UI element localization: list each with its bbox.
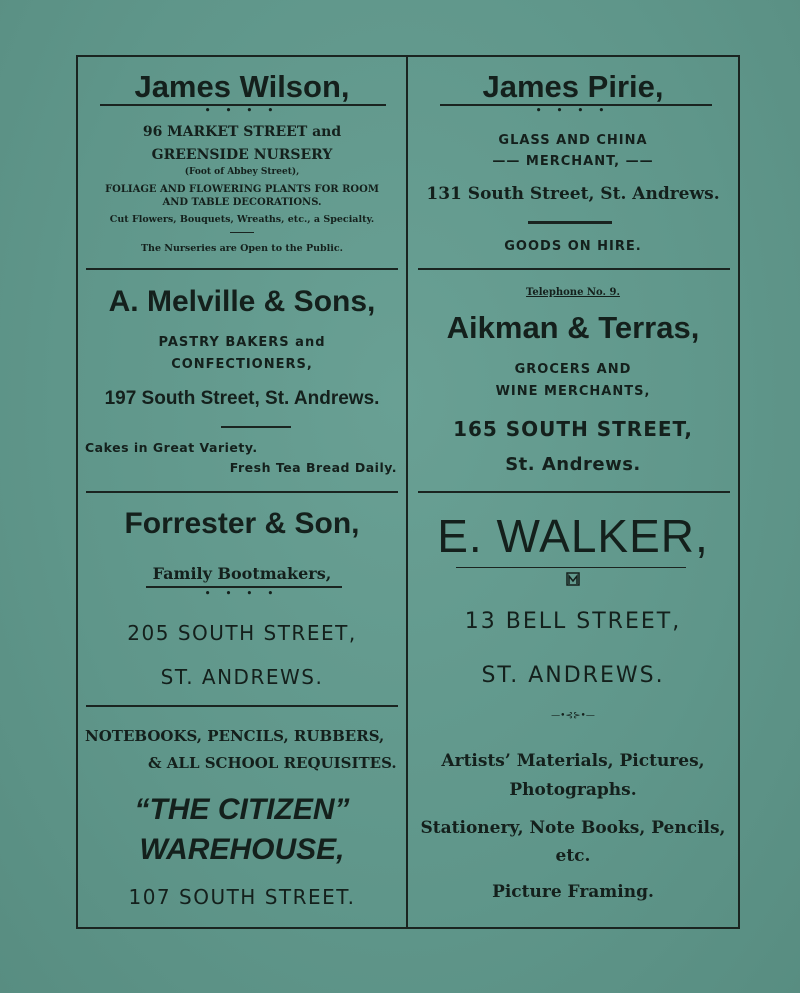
citizen-line1: NOTEBOOKS, PENCILS, RUBBERS, <box>85 727 385 745</box>
forrester-line2: 205 SOUTH STREET, <box>127 621 357 645</box>
walker-line4: Photographs. <box>509 780 637 800</box>
walker-underline <box>456 567 686 568</box>
forrester-dots: • • • • <box>204 589 280 599</box>
wilson-advert <box>78 57 406 268</box>
forrester-line1: Family Bootmakers, <box>152 564 332 583</box>
wilson-line2: GREENSIDE NURSERY <box>151 147 333 163</box>
wilson-line3: (Foot of Abbey Street), <box>184 167 300 177</box>
melville-line1: PASTRY BAKERS and <box>158 335 326 350</box>
aikman-line4: St. Andrews. <box>505 454 641 475</box>
melville-line3: 197 South Street, St. Andrews. <box>104 388 380 409</box>
aikman-line1: GROCERS AND <box>514 362 632 377</box>
pirie-line4: GOODS ON HIRE. <box>504 239 642 254</box>
wilson-short-rule <box>230 232 254 233</box>
pirie-line1: GLASS AND CHINA <box>498 133 648 148</box>
wilson-line1: 96 MARKET STREET and <box>142 124 342 140</box>
wilson-line4: FOLIAGE AND FLOWERING PLANTS FOR ROOM <box>105 184 379 195</box>
wilson-line5: AND TABLE DECORATIONS. <box>162 197 322 208</box>
walker-advert <box>408 493 738 927</box>
pirie-name: James Pirie, <box>482 69 664 104</box>
forrester-advert <box>78 493 406 705</box>
wilson-line7: The Nurseries are Open to the Public. <box>140 243 343 254</box>
citizen-line3: “THE CITIZEN” <box>134 793 350 826</box>
citizen-advert <box>78 707 406 927</box>
pirie-line3: 131 South Street, St. Andrews. <box>426 184 720 204</box>
forrester-name: Forrester & Son, <box>124 507 360 540</box>
pirie-short-rule <box>528 221 612 224</box>
walker-line7: Picture Framing. <box>492 882 654 902</box>
walker-monogram-icon <box>408 571 738 591</box>
melville-advert <box>78 270 406 491</box>
melville-line5: Fresh Tea Bread Daily. <box>229 460 397 475</box>
aikman-line3: 165 SOUTH STREET, <box>453 417 693 441</box>
aikman-line2: WINE MERCHANTS, <box>495 384 651 399</box>
walker-ornament: —•⊰⊱•— <box>551 711 595 721</box>
walker-line3: Artists’ Materials, Pictures, <box>441 751 705 771</box>
walker-line2: ST. ANDREWS. <box>481 663 665 688</box>
wilson-dots: • • • • <box>204 106 280 116</box>
citizen-line2: & ALL SCHOOL REQUISITES. <box>148 754 397 772</box>
aikman-name: Aikman & Terras, <box>446 310 700 345</box>
pirie-dots: • • • • <box>535 106 611 116</box>
melville-line4: Cakes in Great Variety. <box>85 440 258 455</box>
walker-line6: etc. <box>555 846 591 866</box>
wilson-name: James Wilson, <box>134 69 350 104</box>
melville-short-rule <box>221 426 291 428</box>
wilson-line6: Cut Flowers, Bouquets, Wreaths, etc., a Specialty. <box>109 214 375 225</box>
melville-name: A. Melville & Sons, <box>108 285 376 318</box>
aikman-advert <box>408 270 738 491</box>
pirie-line2: —— MERCHANT, —— <box>492 154 654 169</box>
citizen-line5: 107 SOUTH STREET. <box>128 885 356 909</box>
melville-line2: CONFECTIONERS, <box>171 357 313 372</box>
pirie-advert <box>408 57 738 268</box>
walker-line1: 13 BELL STREET, <box>464 609 682 634</box>
walker-line5: Stationery, Note Books, Pencils, <box>420 818 726 838</box>
citizen-line4: WAREHOUSE, <box>139 833 345 866</box>
walker-name: E. WALKER, <box>437 510 709 562</box>
forrester-line3: ST. ANDREWS. <box>160 665 324 689</box>
aikman-telephone: Telephone No. 9. <box>526 287 620 298</box>
forrester-underline <box>146 586 342 588</box>
